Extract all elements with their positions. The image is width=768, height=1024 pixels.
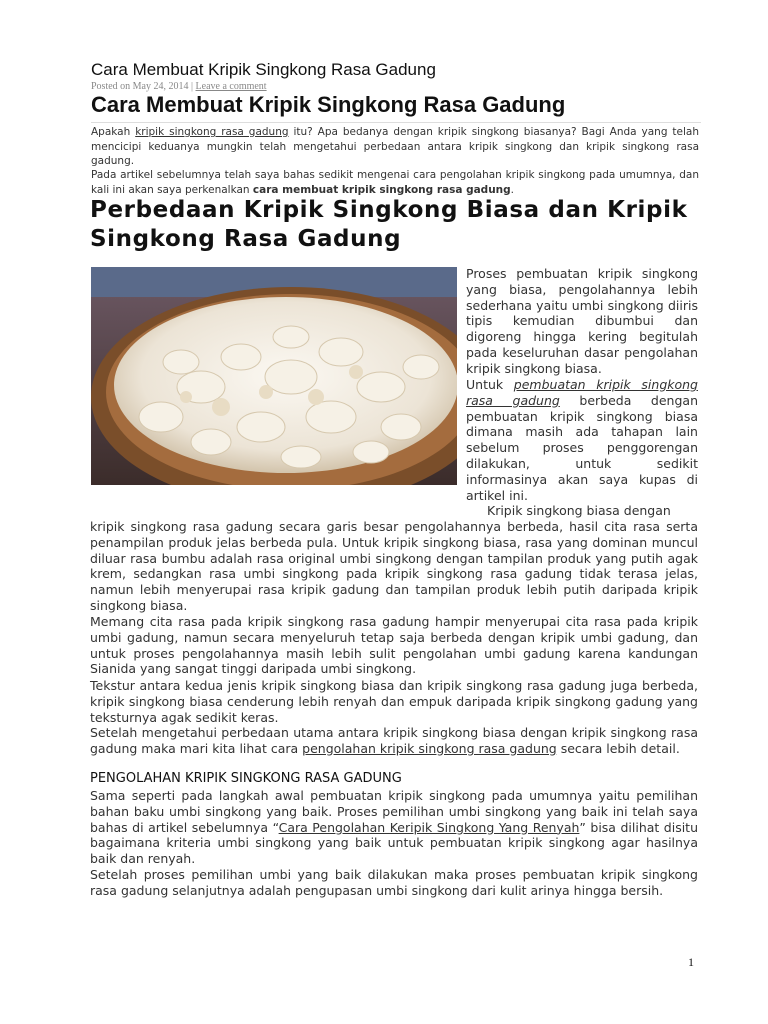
text-span: berbeda dengan pembuatan kripik singkong biasa dimana masih ada tahapan lain sebelum proses penggorengan dilakukan, untuk sedikit informasinya akan saya kupas di artikel ini. — [466, 392, 698, 503]
text-span: itu? Apa bedanya dengan kripik singkong biasanya? Bagi Anda yang telah mencicipi keduanya mungkin telah mengetahui perbedaan antara kripik singkong dan kripik singkong rasa gadung. — [91, 126, 700, 167]
post-pretitle: Cara Membuat Kripik Singkong Rasa Gadung — [91, 60, 436, 79]
side-paragraph-1: Proses pembuatan kripik singkong yang biasa, pengolahannya lebih sederhana yaitu umbi singkong diiris tipis kemudian dibumbui dan digoreng hingga kering begitulah pada keseluruhan dasar pengolahan kripik singkong biasa. — [466, 266, 698, 376]
text-span: Pada artikel sebelumnya telah saya bahas sedikit mengenai cara pengolahan kripik singkong pada umumnya, dan kali ini akan saya perkenalkan — [91, 169, 699, 196]
intro-paragraph-1 — [91, 125, 699, 169]
paragraph-7 — [90, 788, 698, 867]
paragraph-4: Memang cita rasa pada kripik singkong rasa gadung hampir menyerupai cita rasa pada kripik umbi gadung, namun secara menyeluruh tetap saja berbeda dengan kripik umbi gadung, dan untuk proses pengolahannya masih lebih sulit pengolahan umbi gadung karena kandungan Sianida yang sangat tinggi daripada umbi singkong. — [90, 614, 698, 677]
side-paragraph-2 — [466, 377, 698, 503]
paragraph-8: Setelah proses pemilihan umbi yang baik dilakukan maka proses pembuatan kripik singkong rasa gadung selanjutnya adalah pengupasan umbi singkong dari kulit arinya hingga bersih. — [90, 867, 698, 898]
pembuatan-kripik-link[interactable]: pembuatan kripik singkong rasa gadung — [466, 377, 698, 408]
posted-date: Posted on May 24, 2014 | — [91, 81, 196, 92]
bold-phrase: cara membuat kripik singkong rasa gadung — [252, 183, 511, 196]
kripik-gadung-link[interactable]: kripik singkong rasa gadung — [135, 126, 289, 138]
cassava-chips-photo — [91, 267, 457, 485]
section-heading: Perbedaan Kripik Singkong Biasa dan Kripik Singkong Rasa Gadung — [90, 197, 688, 252]
text-span: . — [510, 183, 515, 196]
intro-paragraph-2 — [91, 168, 699, 197]
text-span: secara lebih detail. — [556, 740, 680, 756]
paragraph-3: kripik singkong rasa gadung secara garis besar pengolahannya berbeda, hasil cita rasa serta penampilan produk jelas berbeda pula. Untuk kripik singkong biasa, rasa yang dominan muncul diluar rasa bumbu adalah rasa original umbi singkong dengan tampilan produk yang putih agak krem, sedangkan rasa umbi singkong pada kripik singkong rasa gadung tidak terasa jelas, namun lebih menyerupai rasa kripik gadung dan tampilan produk lebih putih daripada kripik singkong biasa. — [90, 519, 698, 613]
renyah-article-link[interactable]: Cara Pengolahan Keripik Singkong Yang Renyah — [278, 819, 580, 835]
paragraph-5: Tekstur antara kedua jenis kripik singkong biasa dan kripik singkong rasa gadung juga berbeda, kripik singkong biasa cenderung lebih renyah dan empuk daripada kripik singkong gadung yang teksturnya agak sedikit keras. — [90, 678, 698, 725]
article-title: Cara Membuat Kripik Singkong Rasa Gadung — [91, 92, 701, 123]
paragraph-6 — [90, 725, 698, 757]
sub-heading: PENGOLAHAN KRIPIK SINGKONG RASA GADUNG — [90, 771, 402, 786]
post-meta — [91, 81, 267, 92]
text-span: Setelah mengetahui perbedaan utama antara kripik singkong biasa dengan kripik singkong rasa gadung maka mari kita lihat cara — [90, 725, 698, 756]
text-span: Apakah — [91, 126, 136, 138]
text-span: Untuk — [466, 377, 514, 392]
text-span: ” bisa dilihat disitu bagaimana kriteria umbi singkong yang baik untuk pembuatan kripik singkong agar hasilnya baik dan renyah. — [90, 819, 699, 867]
text-span: Sama seperti pada langkah awal pembuatan kripik singkong pada umumnya yaitu pemilihan bahan baku umbi singkong yang baik. Proses pemilihan umbi singkong yang baik ini telah saya bahas di artikel sebelumnya “ — [90, 788, 698, 835]
leave-comment-link[interactable]: Leave a comment — [195, 81, 267, 92]
page-number: 1 — [688, 955, 694, 969]
side-paragraph-3: Kripik singkong biasa dengan — [487, 503, 671, 518]
pengolahan-link[interactable]: pengolahan kripik singkong rasa gadung — [302, 740, 557, 756]
